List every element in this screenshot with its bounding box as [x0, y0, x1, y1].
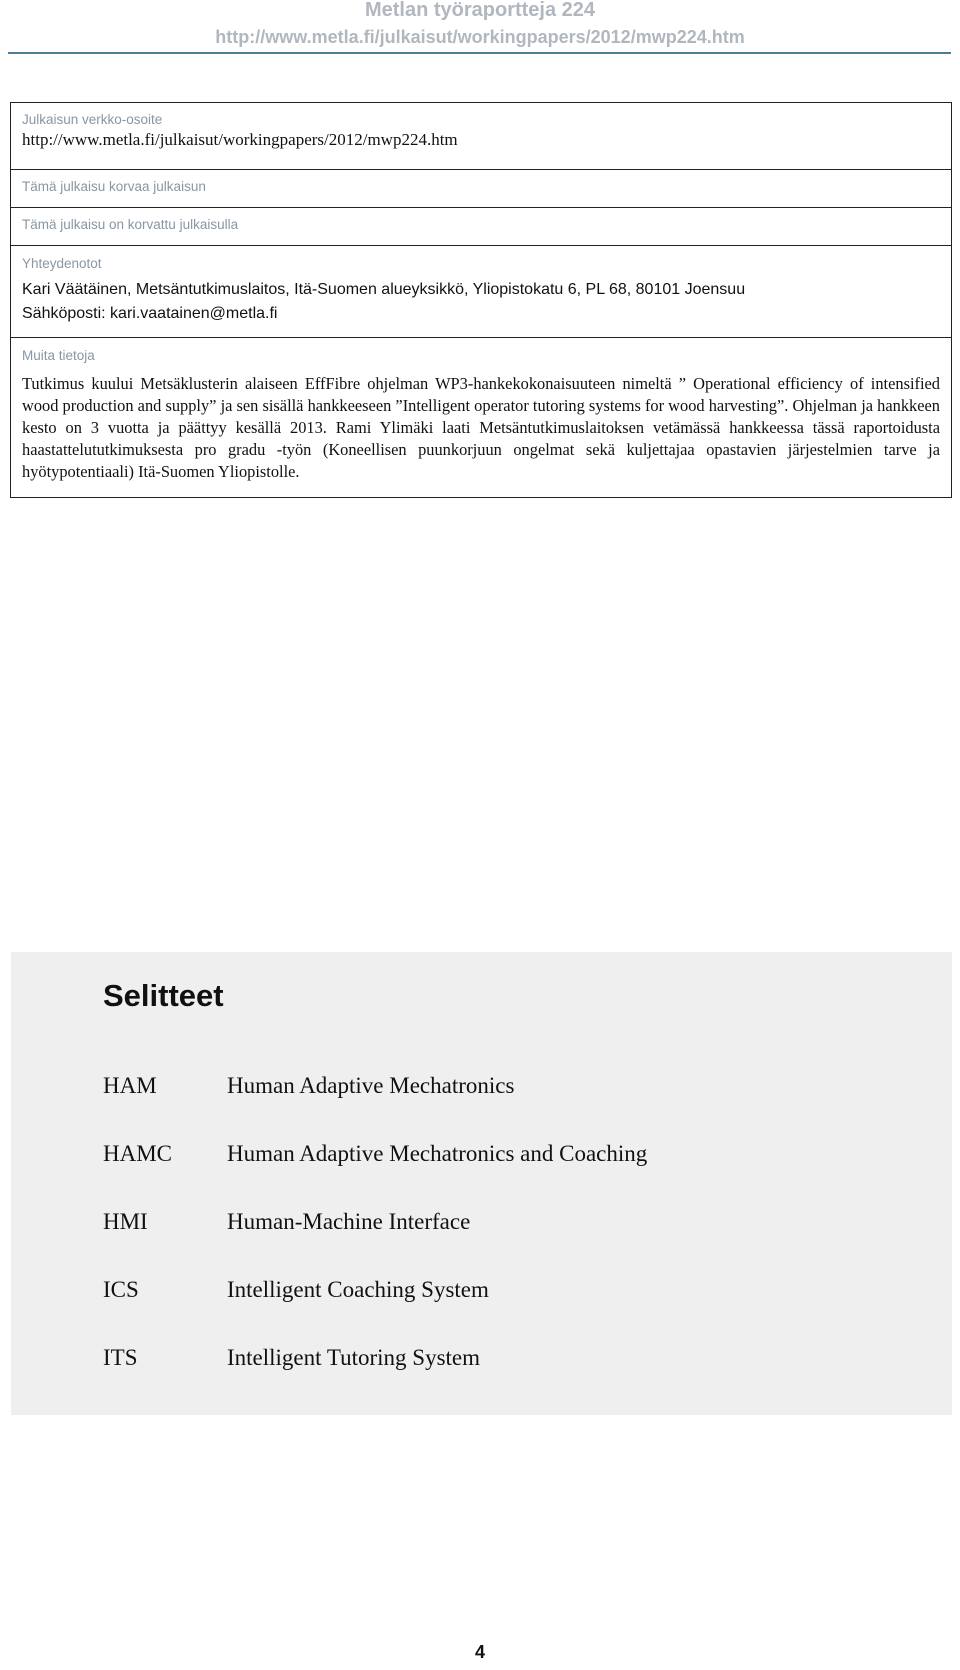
replaces-row — [11, 170, 951, 208]
header-url[interactable]: http://www.metla.fi/julkaisut/workingpapers/2012/mwp224.htm — [215, 27, 745, 47]
glossary-item — [103, 1340, 923, 1376]
contact-email[interactable]: Sähköposti: kari.vaatainen@metla.fi — [22, 305, 278, 322]
other-info-paragraph: Tutkimus kuului Metsäklusterin alaiseen EffFibre ohjelman WP3-hankekokonaisuuteen nimeltä ” Operational efficiency of intensified wood production and supply” ja sen sisällä hankkeeseen ”Intelligent operator tutoring systems for wood harvesting”. Ohjelman ja hankkeen kesto on 3 vuotta ja päättyy kesällä 2013. Rami Ylimäki laati Metsäntutkimuslaitoksen vetämässä hankkeessa tässä raportoidusta haastattelututkimuksesta pro gradu -työn (Koneellisen puunkorjuun ongelmat sekä kuljettajaa opastavien järjestelmien tarve ja hyötypotentiaali) Itä-Suomen Yliopistolle. — [22, 374, 940, 481]
glossary-abbreviation: ICS — [103, 1277, 139, 1302]
contact-address: Kari Väätäinen, Metsäntutkimuslaitos, Itä-Suomen alueyksikkö, Yliopistokatu 6, PL 68, 80101 Joensuu — [22, 281, 746, 298]
glossary-item — [103, 1136, 923, 1172]
header-divider — [8, 52, 951, 54]
glossary-definition: Intelligent Tutoring System — [227, 1345, 481, 1370]
glossary-definition: Human Adaptive Mechatronics and Coaching — [227, 1141, 648, 1166]
series-title: Metlan työraportteja 224 — [364, 0, 596, 21]
glossary-box — [11, 952, 952, 1415]
glossary-item — [103, 1272, 923, 1308]
glossary-abbreviation: HAMC — [103, 1141, 173, 1166]
contacts-row — [11, 246, 951, 338]
online-address-row — [11, 103, 951, 170]
replaces-label: Tämä julkaisu korvaa julkaisun — [22, 179, 206, 194]
glossary-title: Selitteet — [103, 978, 224, 1013]
glossary-item — [103, 1204, 923, 1240]
glossary-item — [103, 1068, 923, 1104]
online-address-link[interactable]: http://www.metla.fi/julkaisut/workingpapers/2012/mwp224.htm — [22, 130, 458, 149]
contacts-label: Yhteydenotot — [22, 256, 102, 271]
other-info-label: Muita tietoja — [22, 348, 95, 363]
page-number: 4 — [474, 1642, 485, 1662]
glossary-definition: Intelligent Coaching System — [227, 1277, 489, 1302]
replaced-by-row — [11, 208, 951, 246]
other-info-row — [11, 338, 951, 497]
replaced-by-label: Tämä julkaisu on korvattu julkaisulla — [22, 217, 239, 232]
glossary-abbreviation: HMI — [103, 1209, 148, 1234]
publication-metadata-table — [10, 102, 952, 498]
glossary-abbreviation: ITS — [103, 1345, 138, 1370]
glossary-definition: Human Adaptive Mechatronics — [227, 1073, 515, 1098]
glossary-abbreviation: HAM — [103, 1073, 157, 1098]
online-address-label: Julkaisun verkko-osoite — [22, 112, 163, 127]
glossary-definition: Human-Machine Interface — [227, 1209, 471, 1234]
